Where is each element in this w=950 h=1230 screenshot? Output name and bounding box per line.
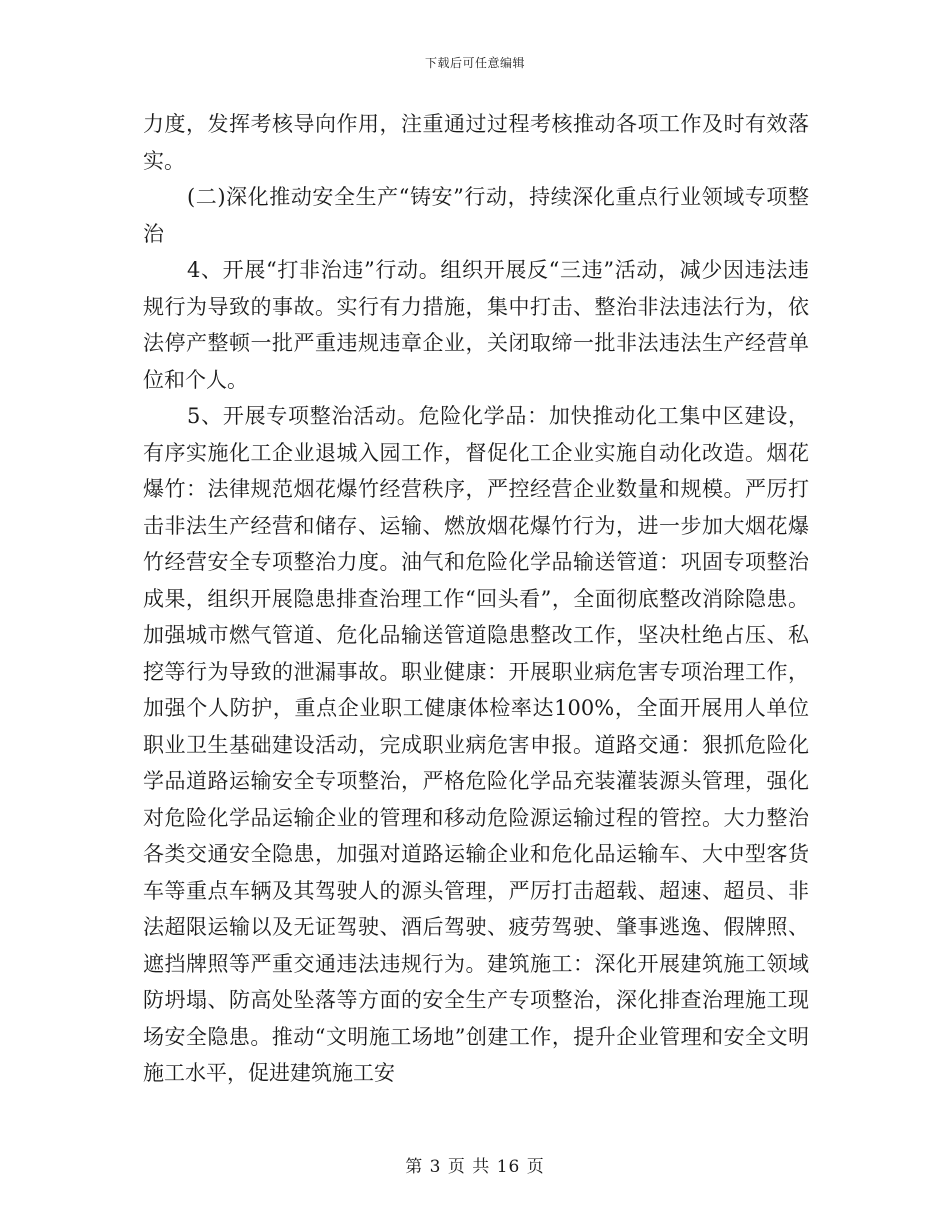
paragraph-item-5: 5、开展专项整治活动。危险化学品：加快推动化工集中区建设，有序实施化工企业退城入园工作，督促化工企业实施自动化改造。烟花爆竹：法律规范烟花爆竹经营秩序，严控经营企业数量和规模。严厉打击非法生产经营和储存、运输、燃放烟花爆竹行为，进一步加大烟花爆竹经营安全专项整治力度。油气和危险化学品输送管道：巩固专项整治成果，组织开展隐患排查治理工作“回头看”，全面彻底整改消除隐患。加强城市燃气管道、危化品输送管道隐患整改工作，坚决杜绝占压、私挖等行为导致的泄漏事故。职业健康：开展职业病危害专项治理工作，加强个人防护，重点企业职工健康体检率达100%，全面开展用人单位职业卫生基础建设活动，完成职业病危害申报。道路交通：狠抓危险化学品道路运输安全专项整治，严格危险化学品充装灌装源头管理，强化对危险化学品运输企业的管理和移动危险源运输过程的管控。大力整治各类交通安全隐患，加强对道路运输企业和危化品运输车、大中型客货车等重点车辆及其驾驶人的源头管理，严厉打击超载、超速、超员、非法超限运输以及无证驾驶、酒后驾驶、疲劳驾驶、肇事逃逸、假牌照、遮挡牌照等严重交通违法违规行为。建筑施工：深化开展建筑施工领域防坍塌、防高处坠落等方面的安全生产专项整治，深化排查治理施工现场安全隐患。推动“文明施工场地”创建工作，提升企业管理和安全文明施工水平，促进建筑施工安 [143,404,809,1085]
paragraph-item-4: 4、开展“打非治违”行动。组织开展反“三违”活动，减少因违法违规行为导致的事故。实行有力措施，集中打击、整治非法违法行为，依法停产整顿一批严重违规违章企业，关闭取缔一批非法违法生产经营单位和个人。 [143,258,809,392]
document-body [143,106,809,1092]
header-note: 下载后可任意编辑 [424,56,525,70]
paragraph-continuation: 力度，发挥考核导向作用，注重通过过程考核推动各项工作及时有效落实。 [143,112,809,173]
section-heading: (二)深化推动安全生产“铸安”行动，持续深化重点行业领域专项整治 [143,185,809,246]
page-number: 第 3 页 共 16 页 [405,1157,545,1177]
